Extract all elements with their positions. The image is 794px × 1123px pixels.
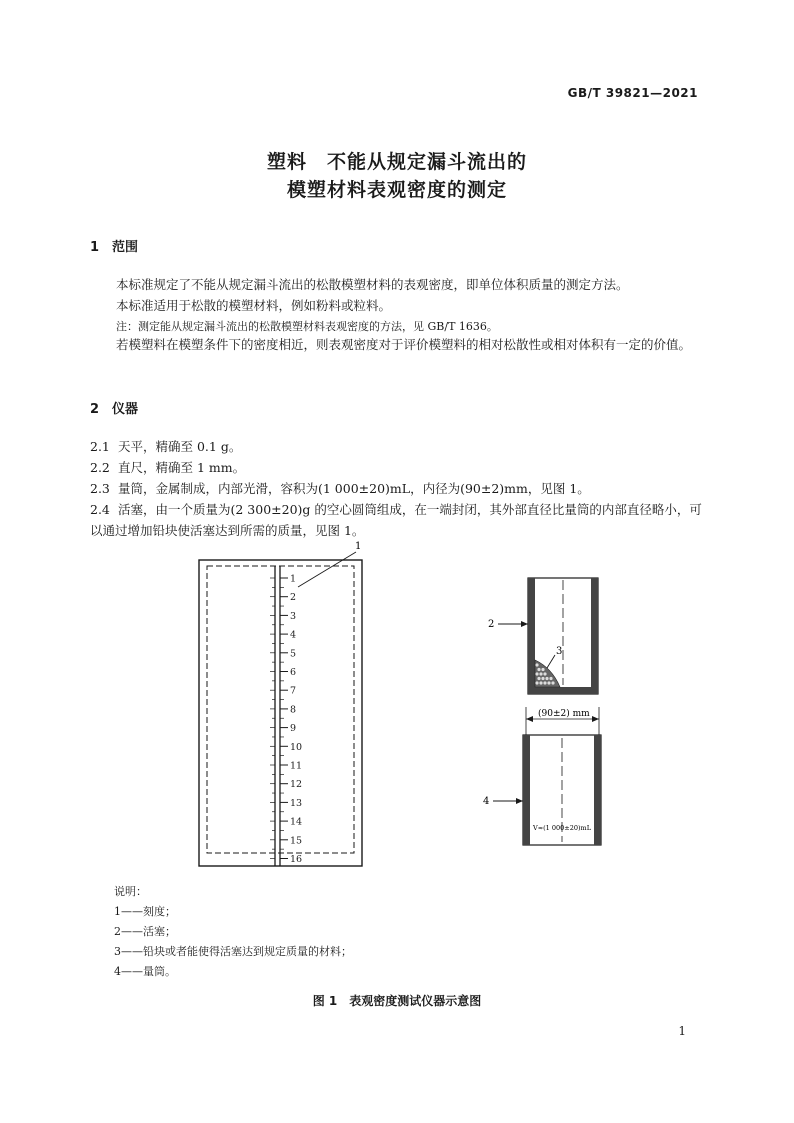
callout-2-arrow bbox=[521, 621, 528, 627]
scale-mark-label: 7 bbox=[290, 685, 297, 697]
lead-dot bbox=[549, 677, 552, 680]
scale-mark-label: 16 bbox=[290, 854, 303, 865]
callout-1-label: 1 bbox=[355, 541, 362, 552]
scale-labels bbox=[290, 574, 302, 866]
diameter-label: (90±2) mm bbox=[538, 709, 590, 719]
item-number: 2.2 bbox=[90, 460, 110, 475]
section-2-number: 2 bbox=[90, 402, 100, 417]
page-number: 1 bbox=[678, 1024, 686, 1038]
scale-ticks bbox=[270, 578, 288, 859]
legend-item-4: 4——量筒。 bbox=[114, 965, 176, 978]
page-title-line2: 模塑材料表观密度的测定 bbox=[286, 179, 507, 201]
scale-mark-label: 9 bbox=[290, 723, 297, 735]
lead-dot bbox=[547, 681, 550, 684]
section-1-paragraph-1: 本标准规定了不能从规定漏斗流出的松散模塑材料的表观密度，即单位体积质量的测定方法。 bbox=[116, 277, 629, 292]
piston bbox=[528, 578, 598, 694]
scale-mark-label: 12 bbox=[290, 779, 303, 791]
lead-dot bbox=[543, 672, 546, 675]
callout-1-leader bbox=[298, 552, 356, 587]
scale-mark-label: 4 bbox=[290, 629, 297, 641]
section-2-title: 仪器 bbox=[112, 402, 139, 417]
scale-mark-label: 5 bbox=[290, 648, 297, 660]
legend-title: 说明： bbox=[114, 885, 147, 898]
piston-wall-right bbox=[591, 578, 598, 694]
section-1-paragraph-3: 若模塑料在模塑条件下的密度相近，则表观密度对于评价模塑料的相对松散性或相对体积有一定的价值。 bbox=[116, 337, 692, 352]
scale-mark-label: 2 bbox=[290, 592, 297, 604]
lead-dot bbox=[539, 681, 542, 684]
item-text: 天平，精确至 0.1 g。 bbox=[118, 439, 242, 454]
callout-3-label: 3 bbox=[556, 646, 563, 657]
section-1-note: 注：测定能从规定漏斗流出的松散模塑材料表观密度的方法，见 GB/T 1636。 bbox=[116, 320, 498, 333]
standard-number: GB/T 39821—2021 bbox=[567, 86, 698, 100]
scale-mark-label: 6 bbox=[290, 667, 297, 678]
legend-item-1: 1——刻度； bbox=[114, 905, 176, 918]
page-title-line1: 塑料 不能从规定漏斗流出的 bbox=[266, 151, 527, 173]
section-1-number: 1 bbox=[90, 240, 100, 255]
scale-mark-label: 8 bbox=[290, 704, 297, 716]
lead-dot bbox=[537, 668, 540, 671]
item-number: 2.1 bbox=[90, 439, 110, 454]
scale-mark-label: 3 bbox=[290, 610, 297, 622]
figure-legend bbox=[114, 882, 352, 982]
section-1-paragraph-2: 本标准适用于松散的模塑材料，例如粉料或粒料。 bbox=[116, 298, 392, 313]
scale-mark-label: 14 bbox=[290, 816, 303, 828]
item-number: 2.4 bbox=[90, 502, 110, 517]
scale-mark-label: 13 bbox=[290, 797, 303, 809]
scale-mark-label: 15 bbox=[290, 835, 303, 847]
scale-cylinder bbox=[199, 560, 362, 866]
dimension-arrow-right bbox=[592, 716, 599, 722]
figure-caption: 图 1 表观密度测试仪器示意图 bbox=[312, 994, 482, 1008]
cylinder-wall-left bbox=[523, 735, 530, 845]
item-number: 2.3 bbox=[90, 481, 110, 496]
legend-item-2: 2——活塞； bbox=[114, 925, 176, 938]
volume-label: V≈(1 000±20)mL bbox=[533, 824, 592, 832]
piston-wall-left bbox=[528, 578, 535, 694]
scale-mark-label: 10 bbox=[290, 741, 303, 753]
section-1-title: 范围 bbox=[112, 240, 139, 255]
callout-4-arrow bbox=[516, 798, 523, 804]
lead-dot bbox=[537, 677, 540, 680]
lead-dot bbox=[535, 681, 538, 684]
callout-2-label: 2 bbox=[488, 619, 495, 630]
lead-dot bbox=[535, 663, 538, 666]
callout-4-label: 4 bbox=[483, 796, 490, 807]
piston-base bbox=[528, 687, 598, 694]
lead-dot bbox=[543, 681, 546, 684]
lead-dot bbox=[551, 681, 554, 684]
legend-item-3: 3——铅块或者能使得活塞达到规定质量的材料； bbox=[114, 945, 352, 958]
lead-dot bbox=[545, 677, 548, 680]
dimension-arrow-left bbox=[526, 716, 533, 722]
scale-mark-label: 1 bbox=[290, 573, 297, 585]
item-text: 活塞，由一个质量为(2 300±20)g 的空心圆筒组成，在一端封闭，其外部直径比量筒的内部直径略小，可以通过增加铅块使活塞达到所需的质量，见图 1。 bbox=[90, 502, 702, 538]
lead-dot bbox=[541, 677, 544, 680]
scale-mark-label: 11 bbox=[290, 760, 303, 772]
lead-dot bbox=[539, 672, 542, 675]
item-text: 直尺，精确至 1 mm。 bbox=[118, 460, 246, 475]
cylinder-wall-right bbox=[594, 735, 601, 845]
lead-dot bbox=[535, 672, 538, 675]
item-text: 量筒，金属制成，内部光滑，容积为(1 000±20)mL，内径为(90±2)mm，见图 1。 bbox=[118, 481, 590, 496]
lead-dot bbox=[541, 668, 544, 671]
